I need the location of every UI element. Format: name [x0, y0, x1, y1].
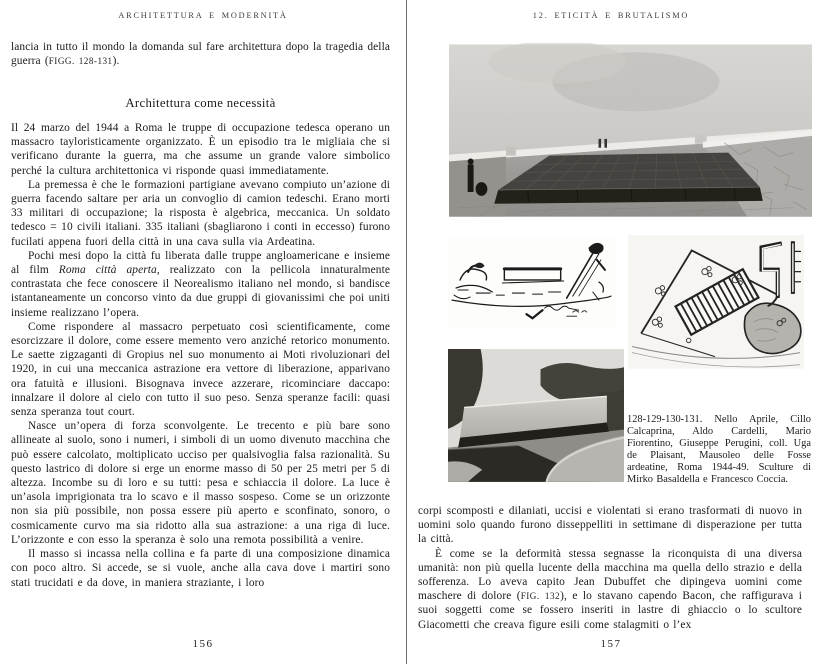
left-page	[0, 0, 406, 664]
right-page	[407, 0, 815, 664]
interior-photo-drawing	[449, 43, 812, 218]
paragraph: È come se la deformità stessa segnasse la riconquista di una diversa umanità: non più quella lucente della macchina ma quella dello strazio e della sofferenza. Lo aveva capito Jean Dubuffet che dipingeva uomini come maschere di dolore (FIG. 132), e lo stavano capendo Bacon, che raffigurava i suoi soggetti come se fossero inseriti in lastre di ghiaccio o lo scultore Giacometti che creava figure esili come stalagmiti o l’ex	[418, 547, 802, 631]
figure-caption: 128-129-130-131. Nello Aprile, Cillo Calcaprina, Aldo Cardelli, Mario Fiorentino, Giuseppe Perugini, coll. Uga de Plaisant, Mausoleo delle Fosse ardeatine, Roma 1944-49. Sculture di Mirko Basaldella e Francesco Coccia.	[627, 414, 811, 485]
paragraph: Come rispondere al massacro perpetuato così scientificamente, come esorcizzare il dolore, come essere memento vero anziché retorico monumento. Le saette zigzaganti di Gropius nel suo monumento ai Moti rivoluzionari del 1920, in cui una meccanica astrazione era vettore di liberazione, apparivano ora fatuità e illusioni. Bisognava invece azzerare, ricominciare daccapo: innalzare il dolore al cielo con tutto il suo peso. Senza speranze facili: quasi senza speranza tout court.	[11, 320, 390, 419]
exterior-photo-drawing	[448, 349, 624, 482]
paragraph: Pochi mesi dopo la città fu liberata dalle truppe angloamericane e insieme al film Roma città aperta, realizzato con la pellicola innaturalmente contrastata che fece conoscere il Neorealismo italiano nel mondo, si bandisce istantaneamente un concorso vinto da due gruppi di giovanissimi che poi uniti insieme realizzano l’opera.	[11, 249, 390, 319]
figure-131-exterior-photo	[448, 349, 624, 482]
left-body-text	[11, 121, 390, 590]
right-body-text	[418, 504, 802, 632]
intro-paragraph: lancia in tutto il mondo la domanda sul fare architettura dopo la tragedia della guerra (FIGG. 128-131).	[11, 41, 390, 68]
paragraph: La premessa è che le formazioni partigiane avevano compiuto un’azione di guerra facendo saltare per aria un convoglio di camion tedeschi. Erano morti 33 militari di occupazione; la risposta è algebrica, meccanica. Un soldato tedesco = 10 civili italiani. 335 italiani (sbagliarono i conti in eccesso) furono fucilati appena fuori della città in una cava sulla via Ardeatina.	[11, 178, 390, 248]
figure-128-interior-photo	[449, 43, 812, 218]
running-head-right: 12. ETICITÀ E BRUTALISMO	[532, 11, 690, 20]
paragraph: Il masso si incassa nella collina e fa parte di una composizione dinamica con poco altro. Si accede, se si vuole, anche alla cava dove i martiri sono stati trucidati e da dove, in maniera straziante, i loro	[11, 548, 390, 589]
running-head-left: ARCHITETTURA E MODERNITÀ	[118, 11, 288, 20]
section-heading: Architettura come necessità	[125, 96, 276, 110]
figure-130-site-plan	[628, 235, 804, 369]
paragraph: Il 24 marzo del 1944 a Roma le truppe di occupazione tedesca operano un massacro tayloristicamente organizzato. È un episodio tra le migliaia che si verificano durante la guerra, ma che assume un grande valore simbolico perché la cultura architettonica vi risponde quasi immediatamente.	[11, 122, 390, 177]
sketch-drawing	[448, 237, 616, 329]
folio-right: 157	[600, 638, 622, 650]
folio-left: 156	[192, 638, 214, 650]
paragraph: corpi scomposti e dilaniati, uccisi e violentati si erano trasformati di nuovo in uomini solo quando furono disseppelliti in settimane di disperazione per tutta la città.	[418, 505, 802, 546]
site-plan-drawing	[628, 235, 804, 369]
paragraph: Nasce un’opera di forza sconvolgente. Le trecento e più bare sono allineate al suolo, sono i numeri, i simboli di un uomo divenuto macchina che può essere calcolato, moltiplicato ucciso per qualsivoglia falsa razionalità. Su questo lastrico di dolore si erge un enorme masso di 50 per 25 metri per 5 di altezza. Incombe su di loro e su tutti: pesa e schiaccia il dolore. La luce è un’asola imprigionata tra lo scavo e il masso sospeso. Come se un orizzonte non sia più possibile, non possa essere più aperto e sconfinato, sonoro, o cosmicamente curvo ma sia ridotto alla sua astrazione: a una riga di luce. L’orizzonte e con esso la speranza è solo una remota possibilità a venire.	[11, 420, 390, 546]
figure-129-sketch	[448, 237, 616, 329]
